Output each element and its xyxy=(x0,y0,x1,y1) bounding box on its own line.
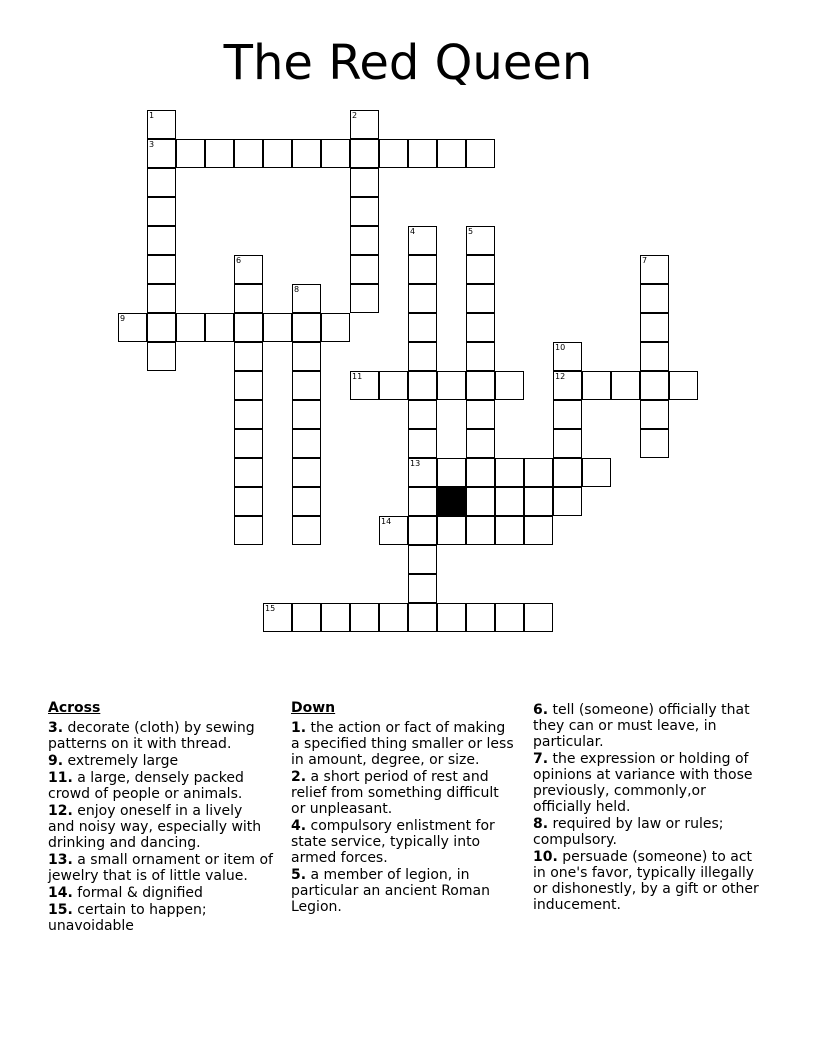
clue-item-number: 2. xyxy=(291,769,307,785)
down-clue-list-continued xyxy=(533,702,768,913)
clue-number: 7 xyxy=(642,256,648,265)
clue-item-text: tell (someone) officially that they can or must leave, in particular. xyxy=(533,702,750,750)
clue-item-number: 13. xyxy=(48,852,73,868)
grid-cell[interactable] xyxy=(640,255,669,284)
clue-item xyxy=(48,902,273,934)
grid-cell[interactable] xyxy=(640,400,669,429)
grid-cell[interactable] xyxy=(408,603,437,632)
grid-cell[interactable] xyxy=(611,371,640,400)
clue-item-text: compulsory enlistment for state service, typically into armed forces. xyxy=(291,818,495,866)
grid-cell[interactable] xyxy=(321,139,350,168)
grid-cell[interactable] xyxy=(466,429,495,458)
grid-cell[interactable] xyxy=(640,342,669,371)
grid-cell[interactable] xyxy=(408,342,437,371)
grid-cell[interactable] xyxy=(147,110,176,139)
grid-cell[interactable] xyxy=(582,458,611,487)
grid-cell[interactable] xyxy=(350,255,379,284)
clue-number: 13 xyxy=(410,459,421,468)
grid-cell[interactable] xyxy=(379,603,408,632)
grid-cell[interactable] xyxy=(495,603,524,632)
grid-cell[interactable] xyxy=(640,313,669,342)
grid-cell[interactable] xyxy=(553,429,582,458)
clue-number: 8 xyxy=(294,285,300,294)
grid-cell[interactable] xyxy=(408,313,437,342)
clue-number: 10 xyxy=(555,343,566,352)
clue-number: 6 xyxy=(236,256,242,265)
grid-cell[interactable] xyxy=(263,313,292,342)
clue-item-number: 6. xyxy=(533,702,549,718)
clue-item-number: 3. xyxy=(48,720,64,736)
grid-cell[interactable] xyxy=(234,371,263,400)
grid-cell[interactable] xyxy=(205,313,234,342)
grid-cell[interactable] xyxy=(147,226,176,255)
clue-item xyxy=(533,849,768,913)
grid-cell[interactable] xyxy=(553,458,582,487)
across-clues xyxy=(48,700,273,935)
clue-item-number: 7. xyxy=(533,751,549,767)
grid-cell[interactable] xyxy=(553,400,582,429)
grid-cell[interactable] xyxy=(466,400,495,429)
clue-item-number: 15. xyxy=(48,902,73,918)
clue-item xyxy=(48,753,273,769)
grid-cell[interactable] xyxy=(292,371,321,400)
clue-item-number: 1. xyxy=(291,720,307,736)
clue-item xyxy=(48,852,273,884)
grid-cell[interactable] xyxy=(350,197,379,226)
across-heading: Across xyxy=(48,700,101,716)
clue-item-number: 12. xyxy=(48,803,73,819)
grid-cell[interactable] xyxy=(263,139,292,168)
clue-item-number: 4. xyxy=(291,818,307,834)
clue-item-text: required by law or rules; compulsory. xyxy=(533,816,724,848)
grid-cell[interactable] xyxy=(234,255,263,284)
clue-item-text: a member of legion, in particular an ancient Roman Legion. xyxy=(291,867,490,915)
grid-cell[interactable] xyxy=(466,371,495,400)
grid-cell[interactable] xyxy=(437,516,466,545)
down-clues-continued xyxy=(533,702,768,914)
grid-cell[interactable] xyxy=(234,284,263,313)
grid-cell[interactable] xyxy=(466,342,495,371)
clue-number: 14 xyxy=(381,517,392,526)
grid-cell[interactable] xyxy=(408,226,437,255)
grid-cell[interactable] xyxy=(553,342,582,371)
grid-cell[interactable] xyxy=(408,284,437,313)
grid-cell[interactable] xyxy=(408,574,437,603)
grid-cell[interactable] xyxy=(524,487,553,516)
grid-cell[interactable] xyxy=(408,400,437,429)
clue-number: 9 xyxy=(120,314,126,323)
clue-item-number: 10. xyxy=(533,849,558,865)
grid-cell[interactable] xyxy=(495,458,524,487)
grid-block-cell xyxy=(437,487,466,516)
grid-cell[interactable] xyxy=(292,516,321,545)
grid-cell[interactable] xyxy=(408,139,437,168)
down-clue-list xyxy=(291,720,516,915)
clue-item-text: persuade (someone) to act in one's favor, typically illegally or dishonestly, by a gift or other inducement. xyxy=(533,849,759,913)
grid-cell[interactable] xyxy=(176,139,205,168)
clue-number: 1 xyxy=(149,111,155,120)
grid-cell[interactable] xyxy=(553,487,582,516)
grid-cell[interactable] xyxy=(466,284,495,313)
clue-item-text: formal & dignified xyxy=(72,885,203,901)
clue-item xyxy=(533,816,768,848)
grid-cell[interactable] xyxy=(437,458,466,487)
grid-cell[interactable] xyxy=(640,284,669,313)
grid-cell[interactable] xyxy=(437,139,466,168)
grid-cell[interactable] xyxy=(466,458,495,487)
grid-cell[interactable] xyxy=(408,545,437,574)
grid-cell[interactable] xyxy=(350,168,379,197)
puzzle-title: The Red Queen xyxy=(223,35,593,91)
grid-cell[interactable] xyxy=(147,255,176,284)
grid-cell[interactable] xyxy=(350,139,379,168)
grid-cell[interactable] xyxy=(524,603,553,632)
clue-number: 5 xyxy=(468,227,474,236)
clue-item xyxy=(291,769,516,817)
clue-item-text: extremely large xyxy=(63,753,179,769)
clue-item-text: the action or fact of making a specified thing smaller or less in amount, degree, or size. xyxy=(291,720,514,768)
clue-item-text: decorate (cloth) by sewing patterns on it with thread. xyxy=(48,720,255,752)
clue-item-number: 14. xyxy=(48,885,73,901)
grid-cell[interactable] xyxy=(147,284,176,313)
grid-cell[interactable] xyxy=(292,400,321,429)
grid-cell[interactable] xyxy=(408,429,437,458)
grid-cell[interactable] xyxy=(321,313,350,342)
grid-cell[interactable] xyxy=(640,371,669,400)
grid-cell[interactable] xyxy=(437,603,466,632)
clue-item-text: a large, densely packed crowd of people or animals. xyxy=(48,770,244,802)
clue-item-number: 5. xyxy=(291,867,307,883)
grid-cell[interactable] xyxy=(292,313,321,342)
grid-cell[interactable] xyxy=(350,226,379,255)
clue-item xyxy=(533,702,768,750)
clue-number: 3 xyxy=(149,140,155,149)
grid-cell[interactable] xyxy=(582,371,611,400)
grid-cell[interactable] xyxy=(147,197,176,226)
clue-item xyxy=(291,720,516,768)
grid-cell[interactable] xyxy=(234,429,263,458)
clue-item-number: 8. xyxy=(533,816,549,832)
clue-item-number: 11. xyxy=(48,770,73,786)
grid-cell[interactable] xyxy=(640,429,669,458)
grid-cell[interactable] xyxy=(321,603,350,632)
across-clue-list xyxy=(48,720,273,934)
grid-cell[interactable] xyxy=(466,226,495,255)
clue-item xyxy=(48,803,273,851)
clue-number: 2 xyxy=(352,111,358,120)
clue-item-text: the expression or holding of opinions at variance with those previously, commonly,or officially held. xyxy=(533,751,753,815)
clue-number: 15 xyxy=(265,604,276,613)
clue-number: 12 xyxy=(555,372,566,381)
grid-cell[interactable] xyxy=(524,516,553,545)
grid-cell[interactable] xyxy=(147,139,176,168)
grid-cell[interactable] xyxy=(350,284,379,313)
grid-cell[interactable] xyxy=(234,516,263,545)
clue-item xyxy=(48,720,273,752)
clue-item xyxy=(291,867,516,915)
grid-cell[interactable] xyxy=(408,371,437,400)
clue-item-text: a short period of rest and relief from something difficult or unpleasant. xyxy=(291,769,499,817)
clue-number: 11 xyxy=(352,372,363,381)
grid-cell[interactable] xyxy=(292,284,321,313)
grid-cell[interactable] xyxy=(379,516,408,545)
grid-cell[interactable] xyxy=(350,371,379,400)
grid-cell[interactable] xyxy=(205,139,234,168)
clue-item xyxy=(291,818,516,866)
grid-cell[interactable] xyxy=(292,603,321,632)
clue-item-number: 9. xyxy=(48,753,64,769)
grid-cell[interactable] xyxy=(669,371,698,400)
grid-cell[interactable] xyxy=(292,342,321,371)
grid-cell[interactable] xyxy=(292,429,321,458)
grid-cell[interactable] xyxy=(147,168,176,197)
grid-cell[interactable] xyxy=(379,139,408,168)
grid-cell[interactable] xyxy=(292,487,321,516)
grid-cell[interactable] xyxy=(147,313,176,342)
clue-item-text: certain to happen; unavoidable xyxy=(48,902,207,934)
grid-cell[interactable] xyxy=(466,313,495,342)
down-heading: Down xyxy=(291,700,336,716)
grid-cell[interactable] xyxy=(118,313,147,342)
grid-cell[interactable] xyxy=(234,313,263,342)
grid-cell[interactable] xyxy=(292,458,321,487)
grid-cell[interactable] xyxy=(350,603,379,632)
grid-cell[interactable] xyxy=(495,516,524,545)
grid-cell[interactable] xyxy=(234,458,263,487)
grid-cell[interactable] xyxy=(553,371,582,400)
clue-item-text: enjoy oneself in a lively and noisy way, especially with drinking and dancing. xyxy=(48,803,262,851)
grid-cell[interactable] xyxy=(408,255,437,284)
grid-cell[interactable] xyxy=(234,139,263,168)
grid-cell[interactable] xyxy=(466,516,495,545)
grid-cell[interactable] xyxy=(495,487,524,516)
grid-cell[interactable] xyxy=(466,487,495,516)
grid-cell[interactable] xyxy=(408,516,437,545)
grid-cell[interactable] xyxy=(147,342,176,371)
clue-item-text: a small ornament or item of jewelry that is of little value. xyxy=(48,852,273,884)
clue-item xyxy=(48,770,273,802)
grid-cell[interactable] xyxy=(350,110,379,139)
grid-cell[interactable] xyxy=(437,371,466,400)
grid-cell[interactable] xyxy=(176,313,205,342)
grid-cell[interactable] xyxy=(263,603,292,632)
grid-cell[interactable] xyxy=(466,603,495,632)
grid-cell[interactable] xyxy=(234,400,263,429)
grid-cell[interactable] xyxy=(234,487,263,516)
clue-number: 4 xyxy=(410,227,416,236)
clue-item xyxy=(48,885,273,901)
down-clues xyxy=(291,700,516,916)
grid-cell[interactable] xyxy=(495,371,524,400)
grid-cell[interactable] xyxy=(466,139,495,168)
grid-cell[interactable] xyxy=(524,458,553,487)
grid-cell[interactable] xyxy=(408,487,437,516)
clue-item xyxy=(533,751,768,815)
grid-cell[interactable] xyxy=(234,342,263,371)
grid-cell[interactable] xyxy=(379,371,408,400)
grid-cell[interactable] xyxy=(466,255,495,284)
grid-cell[interactable] xyxy=(408,458,437,487)
grid-cell[interactable] xyxy=(292,139,321,168)
